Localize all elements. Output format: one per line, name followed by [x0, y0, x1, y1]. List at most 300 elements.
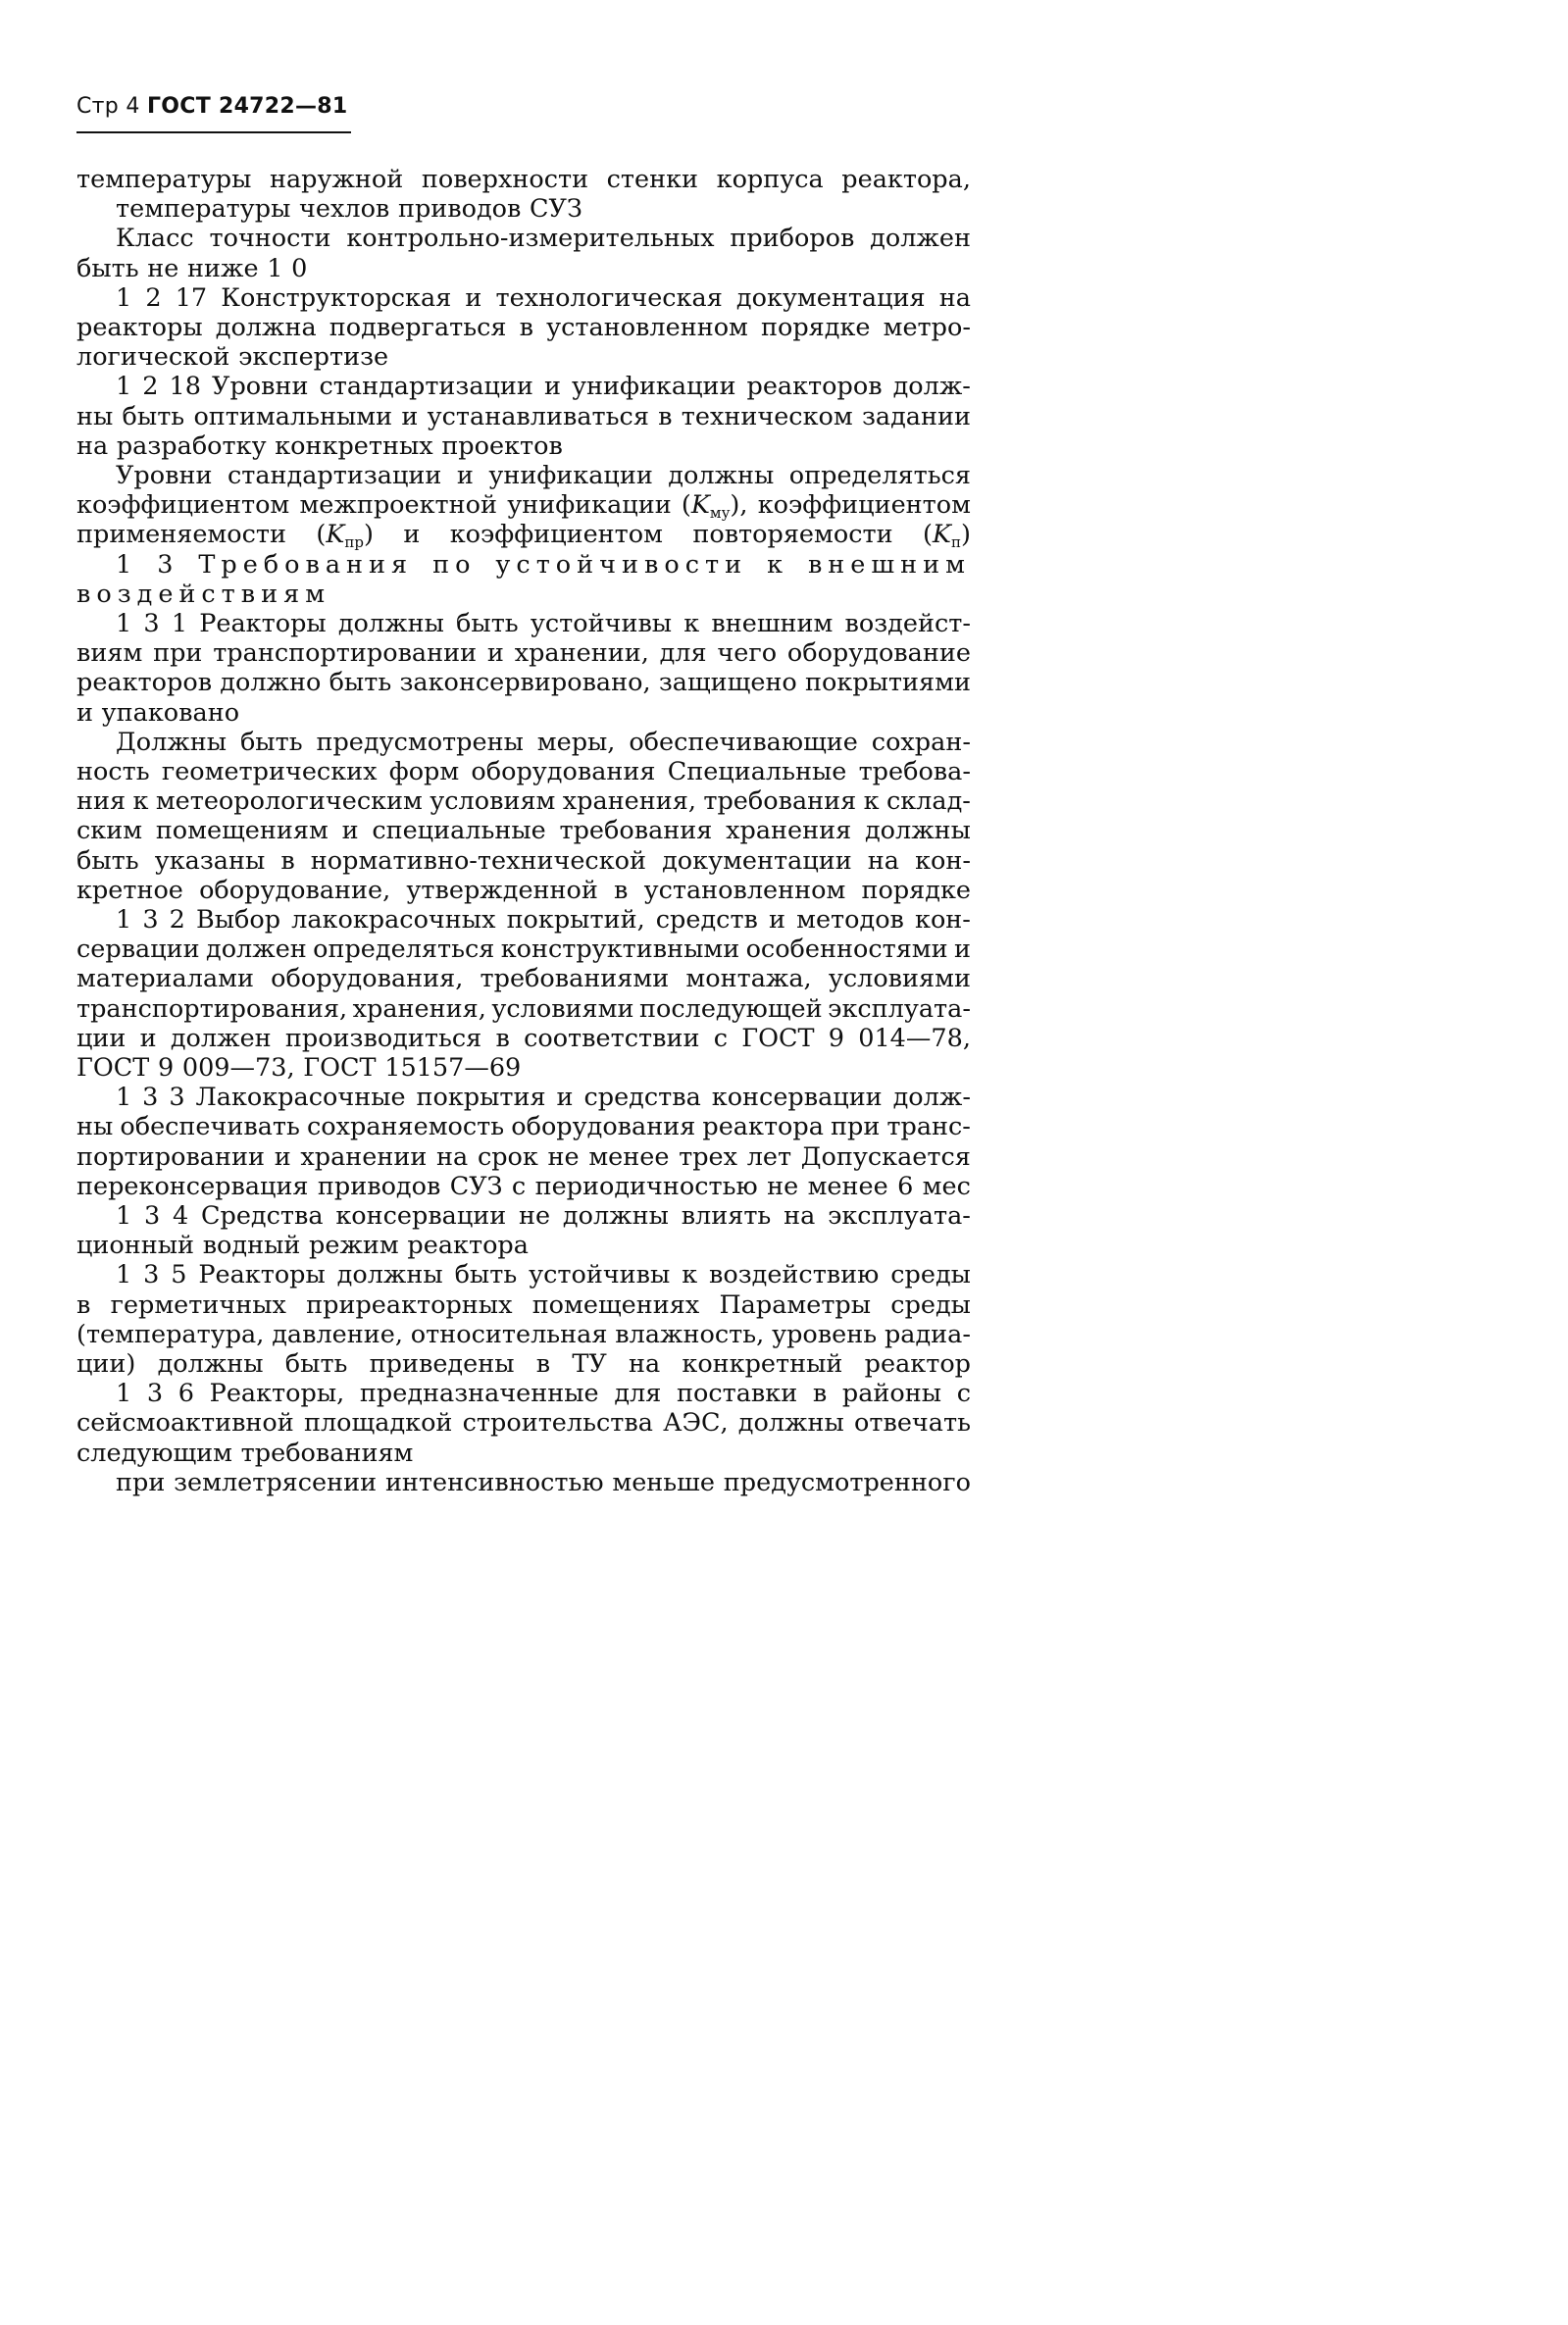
word: режим: [309, 1231, 399, 1261]
word: реактор: [864, 1349, 971, 1379]
word: к: [767, 549, 788, 580]
word: определяться: [788, 461, 971, 490]
word: лет: [746, 1141, 792, 1172]
word: устанавливаться: [427, 401, 649, 431]
word: нормативно-технической: [310, 845, 647, 876]
word: ГОСТ: [741, 1023, 815, 1053]
word: 15157—69: [384, 1053, 522, 1083]
word: среды: [890, 1260, 971, 1290]
word: к: [682, 1260, 698, 1290]
word: защищено: [658, 668, 797, 698]
word: форм: [388, 757, 460, 786]
word: консервации: [711, 1083, 883, 1113]
word: стандартизации: [227, 461, 442, 490]
word: интенсивностью: [384, 1467, 604, 1497]
word: мес: [922, 1171, 971, 1201]
word: 4: [173, 1201, 189, 1231]
word: давление,: [272, 1319, 403, 1349]
word: воздействиям: [76, 579, 331, 609]
word: производиться: [284, 1023, 482, 1053]
word: быть: [456, 609, 519, 638]
word: в: [614, 875, 629, 905]
word: землетрясении: [174, 1467, 378, 1497]
word: ционный: [76, 1231, 195, 1261]
word: в: [658, 401, 673, 431]
word: Реакторы: [199, 609, 327, 638]
word: влажность,: [615, 1319, 765, 1349]
word: к: [132, 786, 149, 817]
text-line: [76, 431, 971, 461]
word: 3: [143, 609, 160, 638]
word: хранении: [300, 1141, 428, 1172]
word: на: [938, 282, 971, 313]
word: монтажа,: [685, 964, 812, 994]
text-line: [116, 194, 971, 224]
word: Допускается: [800, 1141, 971, 1172]
word: ния: [76, 786, 126, 817]
word: 009—73,: [181, 1053, 295, 1083]
word: предназначенные: [359, 1379, 599, 1409]
word: конкретных: [275, 430, 433, 461]
word: 1: [171, 609, 188, 638]
word: оборудования,: [271, 964, 464, 994]
word: приборов: [730, 224, 855, 254]
word: к: [863, 786, 880, 817]
word: покрытий,: [506, 905, 645, 935]
word: и: [274, 1141, 291, 1172]
word: Реакторы,: [209, 1379, 345, 1409]
word: $(K_п)$: [922, 520, 971, 552]
word: конструктивными: [500, 935, 740, 965]
word: следующим: [76, 1438, 233, 1468]
word: логической: [76, 342, 230, 373]
word: кретное: [76, 875, 183, 905]
word: менее: [807, 1171, 888, 1201]
word: Должны: [116, 727, 228, 757]
word: Требования: [198, 549, 414, 580]
word: приводов: [317, 1171, 441, 1201]
word: долж-: [892, 372, 971, 402]
text-line: [116, 728, 971, 757]
word: Выбор: [195, 905, 281, 935]
word: 1: [116, 1083, 132, 1113]
word: 1: [116, 282, 132, 313]
word: портировании: [76, 1141, 265, 1172]
text-line: [76, 876, 971, 905]
word: геометрических: [161, 757, 378, 786]
word: помещениях: [531, 1289, 700, 1320]
word: установленном: [546, 313, 748, 342]
word: 1: [116, 549, 138, 580]
word: 18: [169, 372, 201, 402]
word: стандартизации: [319, 372, 533, 402]
word: 3: [157, 549, 179, 580]
word: Лакокрасочные: [195, 1083, 406, 1113]
word: должен: [870, 224, 971, 254]
word: документация: [735, 282, 926, 313]
word: реактора,: [841, 165, 971, 194]
word: последующей: [639, 993, 823, 1024]
word: должны: [337, 609, 444, 638]
word: герметичных: [110, 1289, 286, 1320]
word: требованиям: [240, 1438, 414, 1468]
text-line: [76, 1053, 971, 1083]
text-line: [116, 283, 971, 313]
word: 3: [142, 1083, 159, 1113]
word: воздейст-: [844, 609, 971, 638]
word: условиям: [430, 786, 556, 817]
word: коэффициентом: [76, 490, 290, 521]
text-line: [116, 372, 971, 401]
text-line: [76, 1439, 971, 1468]
word: быть: [76, 253, 139, 283]
word: приведены: [369, 1349, 515, 1379]
word: реактора: [407, 1231, 529, 1261]
word: в: [76, 1289, 91, 1320]
word: повторяемости: [692, 520, 893, 550]
word: с: [956, 1379, 971, 1409]
word: с: [713, 1023, 728, 1053]
word: периодичностью: [534, 1171, 758, 1201]
text-line: [76, 165, 971, 194]
word: кон-: [915, 905, 971, 935]
word: трех: [679, 1141, 738, 1172]
word: 9: [157, 1053, 175, 1083]
word: унификации: [571, 372, 736, 402]
word: влиять: [681, 1201, 772, 1231]
word: виям: [76, 638, 143, 669]
word: оптимальными: [193, 401, 393, 431]
word: коэффициентом: [757, 490, 971, 521]
word: хранения: [726, 816, 852, 846]
word: строительства: [462, 1408, 653, 1439]
text-line: [116, 1201, 971, 1231]
word: транспортировании: [213, 638, 478, 669]
word: оборудования: [511, 1112, 696, 1142]
word: меньше: [612, 1467, 715, 1497]
word: быть: [329, 668, 392, 698]
word: долж-: [892, 1083, 971, 1113]
word: устойчивы: [530, 609, 673, 638]
word: должны: [737, 1408, 844, 1439]
text-line: [76, 668, 971, 697]
word: должны: [562, 1201, 669, 1231]
text-line: [76, 1172, 971, 1201]
word: реакторы: [76, 313, 203, 342]
word: быть: [239, 727, 303, 757]
word: в: [535, 1349, 551, 1379]
word: порядке: [761, 313, 871, 342]
text-line: [76, 1112, 971, 1141]
word: при: [831, 1112, 881, 1142]
word: 6: [897, 1171, 914, 1201]
word: условиями: [828, 964, 971, 994]
word: чего: [717, 638, 778, 669]
word: на: [867, 845, 899, 876]
word: сохран-: [871, 727, 971, 757]
word: оборудование: [786, 638, 971, 669]
word: и: [341, 816, 359, 846]
word: Реакторы: [198, 1260, 326, 1290]
word: меры,: [536, 727, 616, 757]
word: реакторов: [76, 668, 213, 698]
word: быть: [284, 1349, 348, 1379]
word: 2: [169, 905, 185, 935]
word: в: [280, 845, 295, 876]
word: площадкой: [303, 1408, 453, 1439]
word: при: [153, 638, 203, 669]
word: 0: [291, 253, 308, 283]
word: стенки: [606, 165, 699, 194]
word: ТУ: [572, 1349, 607, 1379]
word: коэффициентом: [449, 520, 663, 550]
word: при: [116, 1467, 166, 1497]
word: контрольно-измерительных: [346, 224, 715, 254]
word: сервации: [76, 935, 200, 965]
word: сохраняемость: [307, 1112, 505, 1142]
word: должны: [668, 461, 775, 490]
word: хранения,: [562, 786, 696, 817]
word: и: [769, 905, 786, 935]
word: оборудование,: [199, 875, 391, 905]
word: Конструкторская: [221, 282, 452, 313]
word: ции): [76, 1349, 136, 1379]
word: применяемости: [76, 520, 286, 550]
word: оборудования: [471, 757, 656, 786]
word: метро-: [883, 313, 971, 342]
word: поставки: [676, 1379, 798, 1409]
word: и: [76, 697, 93, 728]
word: на: [76, 430, 109, 461]
section-heading: [76, 580, 971, 609]
word: транс-: [886, 1112, 971, 1142]
word: для: [614, 1379, 662, 1409]
word: 6: [177, 1379, 195, 1409]
word: в: [812, 1379, 828, 1409]
word: районы: [841, 1379, 942, 1409]
word: приводов: [397, 194, 522, 225]
word: устойчивости: [495, 549, 748, 580]
word: не: [767, 1171, 799, 1201]
word: срок: [477, 1141, 538, 1172]
word: не: [147, 253, 179, 283]
word: СУЗ: [449, 1171, 503, 1201]
text-line: [76, 1142, 971, 1172]
word: подвергаться: [329, 313, 507, 342]
word: особенностями: [745, 935, 948, 965]
text-line: [76, 786, 971, 816]
word: лакокрасочных: [291, 905, 496, 935]
text-line: [116, 1468, 971, 1497]
word: соответствии: [524, 1023, 700, 1053]
word: техническом: [681, 401, 853, 431]
word: 3: [146, 1379, 164, 1409]
text-line: [76, 964, 971, 993]
word: порядке: [861, 875, 971, 905]
word: 5: [171, 1260, 187, 1290]
word: АЭС,: [663, 1408, 729, 1439]
word: унификации: [507, 490, 672, 521]
word: реакторов: [746, 372, 883, 402]
word: требованиями: [480, 964, 670, 994]
word: и: [401, 401, 419, 431]
word: покрытия: [416, 1083, 546, 1113]
word: должны: [157, 1349, 264, 1379]
text-line: [116, 1379, 971, 1408]
word: ГОСТ: [76, 1053, 150, 1083]
word: приреакторных: [306, 1289, 513, 1320]
section-heading: [116, 550, 971, 580]
word: 1: [116, 905, 132, 935]
word: унификации: [488, 461, 653, 490]
word: средств: [655, 905, 758, 935]
word: ГОСТ: [303, 1053, 377, 1083]
word: быть: [76, 845, 139, 876]
word: ны: [76, 1112, 114, 1142]
word: отвечать: [854, 1408, 971, 1439]
word: сейсмоактивной: [76, 1408, 294, 1439]
word: температуры: [116, 194, 291, 225]
header-rule: [76, 131, 351, 133]
word: по: [432, 549, 477, 580]
word: Уровни: [116, 461, 213, 490]
word: конкретный: [682, 1349, 843, 1379]
word: менее: [588, 1141, 670, 1172]
word: $(K_{пр})$: [316, 520, 374, 552]
word: 1: [116, 1260, 132, 1290]
word: в: [519, 313, 533, 342]
word: воздействию: [709, 1260, 880, 1290]
word: и: [556, 1083, 574, 1113]
word: и: [486, 638, 504, 669]
word: ны: [76, 401, 114, 431]
word: эксплуата-: [828, 1201, 971, 1231]
word: требова-: [858, 757, 971, 786]
word: устойчивы: [529, 1260, 671, 1290]
word: ским: [76, 816, 143, 846]
word: уровень: [772, 1319, 878, 1349]
text-line: [76, 402, 971, 431]
word: эксплуата-: [828, 993, 971, 1024]
word: и: [139, 1023, 157, 1053]
word: законсервировано,: [399, 668, 651, 698]
word: не: [547, 1141, 580, 1172]
word: Средства: [201, 1201, 324, 1231]
word: наружной: [269, 165, 404, 194]
word: температуры: [76, 165, 252, 194]
word: межпроектной: [299, 490, 498, 521]
word: задании: [861, 401, 971, 431]
text-line: [76, 313, 971, 342]
word: ции: [76, 1023, 126, 1053]
word: 2: [145, 282, 162, 313]
word: поверхности: [421, 165, 589, 194]
word: 3: [169, 1083, 185, 1113]
word: определяться: [313, 935, 495, 965]
word: СУЗ: [530, 194, 582, 225]
word: внешним: [711, 609, 834, 638]
word: предусмотрены: [316, 727, 524, 757]
text-line: [76, 698, 971, 728]
word: помещениям: [155, 816, 329, 846]
word: для: [659, 638, 707, 669]
word: средства: [583, 1083, 701, 1113]
word: предусмотренного: [723, 1467, 971, 1497]
word: быть: [454, 1260, 518, 1290]
word: точности: [209, 224, 331, 254]
word: к: [683, 609, 700, 638]
word: Класс: [116, 224, 194, 254]
word: Специальные: [667, 757, 847, 786]
word: требования: [559, 816, 713, 846]
word: и: [465, 282, 482, 313]
text-line: [76, 1320, 971, 1349]
word: и: [954, 935, 971, 965]
word: склад-: [885, 786, 971, 817]
word: водный: [202, 1231, 301, 1261]
text-line: [116, 461, 971, 490]
word: корпуса: [716, 165, 824, 194]
word: специальные: [372, 816, 546, 846]
text-line: [76, 638, 971, 668]
word: Параметры: [719, 1289, 872, 1320]
word: утвержденной: [406, 875, 598, 905]
word: 1: [116, 372, 132, 402]
word: чехлов: [299, 194, 390, 225]
word: и: [403, 520, 421, 550]
word: 1: [116, 609, 132, 638]
word: радиа-: [884, 1319, 971, 1349]
text-line: [116, 905, 971, 935]
word: должен: [170, 1023, 272, 1053]
word: хранения,: [352, 993, 486, 1024]
word: внешним: [807, 549, 971, 580]
word: консервации: [335, 1201, 507, 1231]
text-line: [76, 994, 971, 1024]
word: должна: [215, 313, 317, 342]
word: должно: [220, 668, 322, 698]
word: среды: [890, 1289, 971, 1320]
word: покрытиями: [805, 668, 971, 698]
word: должен: [206, 935, 307, 965]
standard-designation: ГОСТ 24722—81: [146, 94, 348, 119]
word: на: [784, 1201, 816, 1231]
text-line: [76, 1024, 971, 1053]
word: 3: [144, 1201, 161, 1231]
word: 17: [175, 282, 208, 313]
text-line: [116, 224, 971, 253]
text-line: [116, 609, 971, 638]
word: должны: [336, 1260, 443, 1290]
word: условиями: [491, 993, 634, 1024]
word: 1: [116, 1379, 132, 1409]
page-header: [76, 96, 348, 118]
word: в: [495, 1023, 510, 1053]
word: $(K_{му})$,: [681, 490, 748, 523]
word: кон-: [915, 845, 971, 876]
word: экспертизе: [238, 342, 389, 373]
text-line: [76, 935, 971, 964]
text-line: [116, 1260, 971, 1289]
text-line: [76, 1408, 971, 1438]
word: указаны: [154, 845, 266, 876]
word: на: [436, 1141, 469, 1172]
word: 2: [142, 372, 159, 402]
word: документации: [662, 845, 852, 876]
word: разработку: [116, 430, 267, 461]
word: переконсервация: [76, 1171, 309, 1201]
text-line: [76, 757, 971, 786]
